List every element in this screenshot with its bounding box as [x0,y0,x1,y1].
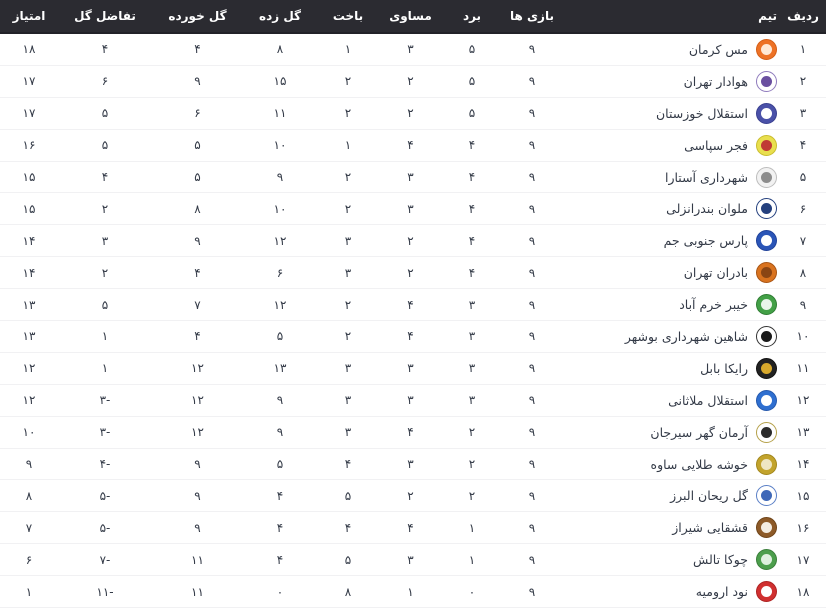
ga-value: ۱۲ [191,425,204,440]
team-logo-icon [756,294,777,315]
gd-value: ۱ [101,361,109,376]
played-value: ۹ [528,201,536,216]
team-logo-icon [756,198,777,219]
ga-value: ۹ [194,520,201,535]
lost-value: ۴ [344,457,352,472]
ga-value: ۴ [194,265,201,280]
team-logo-icon [756,422,777,443]
rank-value: ۱۴ [796,457,810,472]
ga-value: ۹ [194,233,201,248]
team-logo-icon [756,390,777,411]
rank-value: ۲ [799,74,807,89]
drawn-value: ۳ [407,457,414,472]
column-header-played: بازی ها [510,9,554,23]
gf-value: ۱۰ [273,201,287,216]
lost-value: ۳ [344,393,352,408]
rank-value: ۱۱ [796,361,810,376]
lost-value: ۵ [344,552,352,567]
table-row[interactable] [0,225,826,257]
played-value: ۹ [528,329,536,344]
team-logo-icon [756,262,777,283]
won-value: ۵ [468,74,476,89]
gd-value: ۵ [101,297,109,312]
gf-value: ۴ [276,488,284,503]
rank-value: ۱ [799,42,807,57]
won-value: ۴ [468,170,476,184]
table-row[interactable] [0,162,826,194]
points-value: ۱۷ [22,106,36,121]
played-value: ۹ [528,584,536,599]
gd-value: ۶ [101,74,109,89]
team-name: پارس جنوبی جم [663,233,748,249]
ga-value: ۹ [194,457,201,472]
played-value: ۹ [528,488,536,503]
ga-value: ۱۱ [191,552,204,567]
gd-value: ۳ [101,233,109,248]
drawn-value: ۳ [407,393,414,408]
gd-value: ۴ [101,170,109,184]
team-logo-emblem [761,299,772,310]
played-value: ۹ [528,520,536,535]
team-logo-emblem [761,459,772,470]
won-value: ۳ [468,393,476,408]
won-value: ۰ [468,584,476,599]
drawn-value: ۲ [407,488,414,503]
won-value: ۲ [468,488,476,503]
lost-value: ۵ [344,488,352,503]
team-name: ملوان بندرانزلی [666,201,748,217]
points-value: ۱۶ [22,138,36,153]
won-value: ۳ [468,329,476,344]
ga-value: ۴ [194,329,201,344]
team-logo-icon [756,39,777,60]
lost-value: ۲ [344,297,352,312]
team-logo-emblem [761,235,772,246]
ga-value: ۸ [194,201,201,216]
team-name: بادران تهران [683,265,748,281]
team-cell [562,576,780,607]
points-value: ۱۸ [22,42,36,57]
rank-value: ۱۲ [796,393,810,408]
table-row[interactable] [0,512,826,544]
lost-value: ۸ [344,584,352,599]
team-logo-emblem [761,522,772,533]
gf-value: ۵ [276,457,284,472]
drawn-value: ۲ [407,106,414,121]
team-logo-emblem [761,108,772,119]
gd-value: ۵ [101,138,109,153]
team-logo-emblem [761,363,772,374]
points-value: ۱۴ [22,265,36,280]
points-value: ۱۲ [22,361,36,376]
ga-value: ۶ [194,106,201,121]
lost-value: ۱ [344,138,352,153]
ga-value: ۴ [194,42,201,57]
points-value: ۱۵ [22,201,36,216]
gf-value: ۴ [276,520,284,535]
team-name: شهرداری آستارا [664,169,748,185]
column-header-gf: گل زده [258,9,302,23]
played-value: ۹ [528,393,536,408]
lost-value: ۱ [344,42,352,57]
rank-value: ۱۳ [796,425,810,440]
team-logo-emblem [761,76,772,87]
gf-value: ۱۳ [273,361,287,376]
drawn-value: ۴ [407,520,414,535]
won-value: ۳ [468,361,476,376]
table-row[interactable] [0,385,826,417]
drawn-value: ۴ [407,138,414,153]
table-row[interactable] [0,353,826,385]
column-header-lost: باخت [332,9,364,23]
drawn-value: ۴ [407,329,414,344]
points-value: ۱۲ [22,393,36,408]
points-value: ۷ [25,520,33,535]
ga-value: ۱۲ [191,361,204,376]
team-name: هوادار تهران [683,73,748,89]
played-value: ۹ [528,233,536,248]
played-value: ۹ [528,74,536,89]
table-row[interactable] [0,98,826,130]
table-header [0,0,826,34]
team-cell [562,385,780,416]
gf-value: ۰ [276,584,284,599]
drawn-value: ۲ [407,265,414,280]
lost-value: ۲ [344,170,352,184]
team-cell [562,512,780,543]
won-value: ۳ [468,297,476,312]
rank-value: ۱۸ [796,584,810,599]
column-header-drawn: مساوی [389,9,432,23]
team-cell [562,193,780,224]
table-row[interactable] [0,193,826,225]
table-body [0,34,826,608]
team-logo-emblem [761,267,772,278]
drawn-value: ۳ [407,42,414,57]
column-header-gd: تفاضل گل [74,9,136,23]
played-value: ۹ [528,170,536,184]
gd-value: ۱ [101,329,109,344]
gf-value: ۱۲ [273,233,287,248]
team-name: چوکا تالش [693,552,748,568]
table-row[interactable] [0,321,826,353]
team-name: آرمان گهر سیرجان [650,424,748,440]
team-logo-emblem [761,395,772,406]
rank-value: ۶ [799,201,807,216]
drawn-value: ۳ [407,552,414,567]
column-header-team: تیم [758,9,777,23]
lost-value: ۳ [344,233,352,248]
team-logo-icon [756,135,777,156]
won-value: ۴ [468,233,476,248]
team-logo-icon [756,517,777,538]
played-value: ۹ [528,552,536,567]
rank-value: ۱۷ [796,552,810,567]
ga-value: ۱۲ [191,393,204,408]
gf-value: ۱۲ [273,297,287,312]
team-logo-emblem [761,44,772,55]
gd-value: ۱۱- [96,584,114,599]
team-cell [562,34,780,65]
played-value: ۹ [528,361,536,376]
drawn-value: ۴ [407,297,414,312]
drawn-value: ۳ [407,201,414,216]
gf-value: ۱۱ [273,106,287,121]
table-row[interactable] [0,289,826,321]
gd-value: ۷- [99,552,111,567]
gd-value: ۳- [99,393,111,408]
gf-value: ۴ [276,552,284,567]
points-value: ۱۳ [22,297,36,312]
won-value: ۵ [468,106,476,121]
column-header-ga: گل خورده [168,9,227,23]
played-value: ۹ [528,297,536,312]
won-value: ۵ [468,42,476,57]
drawn-value: ۳ [407,361,414,376]
team-cell [562,130,780,161]
rank-value: ۳ [799,106,807,121]
team-logo-emblem [761,490,772,501]
team-logo-emblem [761,203,772,214]
team-name: قشقایی شیراز [672,520,748,536]
team-name: گل ریحان البرز [670,488,748,504]
played-value: ۹ [528,457,536,472]
gf-value: ۱۰ [273,138,287,153]
gf-value: ۹ [276,425,284,440]
table-row[interactable] [0,66,826,98]
team-logo-icon [756,581,777,602]
lost-value: ۴ [344,520,352,535]
won-value: ۱ [468,520,476,535]
team-logo-emblem [761,172,772,183]
team-name: شاهین شهرداری بوشهر [624,328,748,344]
team-logo-icon [756,454,777,475]
gd-value: ۴ [101,42,109,57]
gf-value: ۸ [276,42,284,57]
gd-value: ۲ [101,201,109,216]
rank-value: ۹ [799,297,807,312]
team-name: مس کرمان [688,41,748,57]
drawn-value: ۱ [407,584,414,599]
played-value: ۹ [528,106,536,121]
column-header-won: برد [462,9,482,23]
rank-value: ۴ [799,138,807,153]
drawn-value: ۴ [407,425,414,440]
team-logo-icon [756,71,777,92]
team-cell [562,353,780,384]
team-cell [562,257,780,288]
points-value: ۶ [25,552,33,567]
column-header-rank: ردیف [787,9,819,23]
table-row[interactable] [0,576,826,608]
table-row[interactable] [0,544,826,576]
points-value: ۹ [25,457,33,472]
played-value: ۹ [528,138,536,153]
team-name: خوشه طلایی ساوه [650,456,748,472]
team-cell [562,66,780,97]
points-value: ۱۵ [22,170,36,184]
gf-value: ۱۵ [273,74,287,89]
drawn-value: ۲ [407,233,414,248]
team-name: رایکا بابل [700,360,748,376]
team-cell [562,289,780,320]
table-row[interactable] [0,480,826,512]
points-value: ۸ [25,488,33,503]
won-value: ۴ [468,265,476,280]
won-value: ۲ [468,457,476,472]
points-value: ۱ [25,584,33,599]
points-value: ۱۴ [22,233,36,248]
table-row[interactable] [0,449,826,481]
lost-value: ۲ [344,106,352,121]
ga-value: ۹ [194,488,201,503]
team-name: استقلال ملاثانی [668,392,748,408]
gf-value: ۵ [276,329,284,344]
team-logo-icon [756,326,777,347]
gf-value: ۹ [276,170,284,184]
points-value: ۱۰ [22,425,36,440]
team-name: خیبر خرم آباد [679,297,748,313]
gd-value: ۵ [101,106,109,121]
table-row[interactable] [0,130,826,162]
team-logo-icon [756,549,777,570]
team-cell [562,162,780,193]
team-cell [562,225,780,256]
table-row[interactable] [0,257,826,289]
column-header-points: امتیاز [12,9,46,23]
gf-value: ۹ [276,393,284,408]
team-name: استقلال خوزستان [655,105,748,121]
rank-value: ۱۰ [796,329,810,344]
team-logo-emblem [761,554,772,565]
points-value: ۱۷ [22,74,36,89]
lost-value: ۲ [344,201,352,216]
gd-value: ۲ [101,265,109,280]
won-value: ۱ [468,552,476,567]
team-name: نود ارومیه [695,584,748,600]
table-row[interactable] [0,34,826,66]
points-value: ۱۳ [22,329,36,344]
rank-value: ۱۵ [796,488,810,503]
drawn-value: ۳ [407,170,414,184]
gf-value: ۶ [276,265,284,280]
ga-value: ۱۱ [191,584,204,599]
team-logo-emblem [761,140,772,151]
team-cell [562,417,780,448]
ga-value: ۵ [194,138,201,153]
lost-value: ۲ [344,329,352,344]
lost-value: ۳ [344,361,352,376]
team-logo-icon [756,103,777,124]
gd-value: ۴- [99,457,111,472]
won-value: ۴ [468,201,476,216]
gd-value: ۳- [99,425,111,440]
gd-value: ۵- [99,488,111,503]
lost-value: ۳ [344,425,352,440]
team-cell [562,480,780,511]
won-value: ۲ [468,425,476,440]
rank-value: ۸ [799,265,807,280]
team-logo-icon [756,230,777,251]
played-value: ۹ [528,425,536,440]
rank-value: ۵ [799,170,807,184]
team-cell [562,98,780,129]
lost-value: ۳ [344,265,352,280]
team-logo-emblem [761,586,772,597]
team-logo-icon [756,485,777,506]
ga-value: ۹ [194,74,201,89]
team-cell [562,544,780,575]
lost-value: ۲ [344,74,352,89]
team-cell [562,321,780,352]
won-value: ۴ [468,138,476,153]
team-logo-emblem [761,331,772,342]
ga-value: ۷ [194,297,201,312]
played-value: ۹ [528,265,536,280]
ga-value: ۵ [194,170,201,184]
drawn-value: ۲ [407,74,414,89]
team-name: فجر سپاسی [684,137,748,153]
table-row[interactable] [0,417,826,449]
team-cell [562,449,780,480]
team-logo-icon [756,167,777,188]
rank-value: ۷ [799,233,807,248]
played-value: ۹ [528,42,536,57]
rank-value: ۱۶ [796,520,810,535]
gd-value: ۵- [99,520,111,535]
team-logo-emblem [761,427,772,438]
team-logo-icon [756,358,777,379]
